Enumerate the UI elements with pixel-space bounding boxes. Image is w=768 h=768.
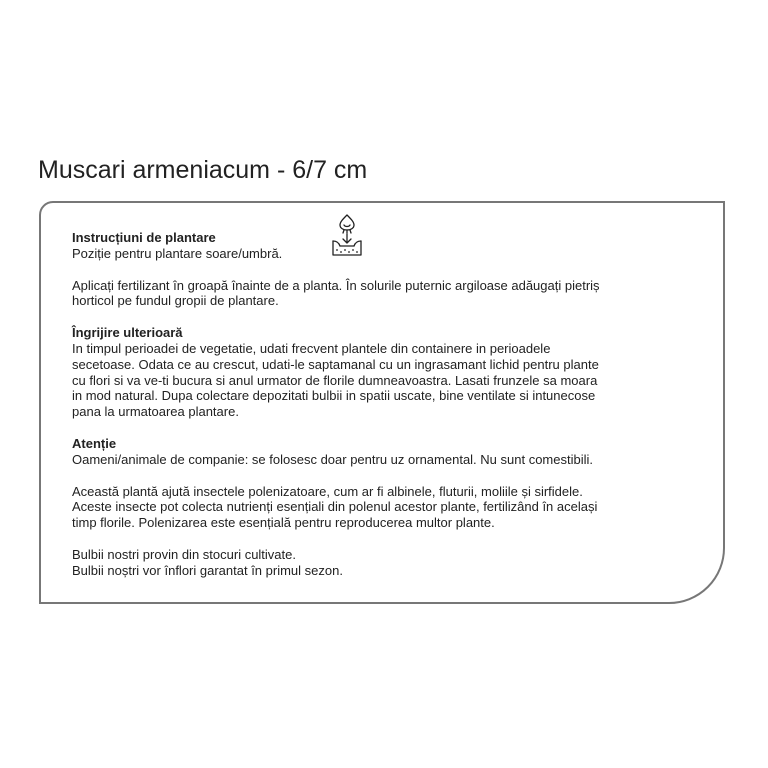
warning-section bbox=[72, 436, 712, 468]
fertilizer-text-2: horticol pe fundul gropii de plantare. bbox=[72, 293, 279, 309]
planting-section bbox=[72, 230, 712, 262]
instructions-card bbox=[39, 201, 725, 604]
fertilizer-section bbox=[72, 278, 712, 310]
care-section bbox=[72, 325, 712, 420]
care-text-1: In timpul perioadei de vegetatie, udati frecvent plantele din containere in perioadele bbox=[72, 340, 551, 356]
fertilizer-text-1: Aplicați fertilizant în groapă înainte de a planta. În solurile puternic argiloase adăugați pietriș bbox=[72, 277, 600, 293]
origin-text-1: Bulbii nostri provin din stocuri cultivate. bbox=[72, 546, 296, 562]
care-text-4: in mod natural. Dupa colectare depozitati bulbii in spatii uscate, bine ventilate si intunecose bbox=[72, 388, 596, 404]
origin-section bbox=[72, 547, 712, 579]
warning-heading: Atenție bbox=[72, 435, 117, 451]
care-heading: Îngrijire ulterioară bbox=[72, 325, 183, 341]
page-title: Muscari armeniacum - 6/7 cm bbox=[38, 156, 368, 184]
pollinators-section bbox=[72, 484, 712, 531]
instructions-content bbox=[72, 230, 712, 595]
care-text-3: cu flori si va ve-ti bucura si anul urmator de florile dumneavoastra. Lasati frunzele sa moara bbox=[72, 372, 598, 388]
care-text-5: pana la urmatoarea plantare. bbox=[72, 404, 239, 420]
planting-position-text: Poziție pentru plantare soare/umbră. bbox=[72, 245, 283, 261]
warning-text: Oameni/animale de companie: se folosesc doar pentru uz ornamental. Nu sunt comestibili. bbox=[72, 451, 593, 467]
pollinators-text-1: Această plantă ajută insectele polenizatoare, cum ar fi albinele, fluturii, moliile și sirfidele. bbox=[72, 483, 583, 499]
care-text-2: secetoase. Odata ce au crescut, udati-le saptamanal cu un ingrasamant lichid pentru plante bbox=[72, 356, 599, 372]
pollinators-text-3: timp florile. Polenizarea este esențială pentru reproducerea multor plante. bbox=[72, 515, 495, 531]
pollinators-text-2: Aceste insecte pot colecta nutrienți esențiali din polenul acestor plante, fertilizând în același bbox=[72, 499, 598, 515]
origin-text-2: Bulbii noștri vor înflori garantat în primul sezon. bbox=[72, 562, 343, 578]
planting-heading: Instrucțiuni de plantare bbox=[72, 230, 216, 245]
